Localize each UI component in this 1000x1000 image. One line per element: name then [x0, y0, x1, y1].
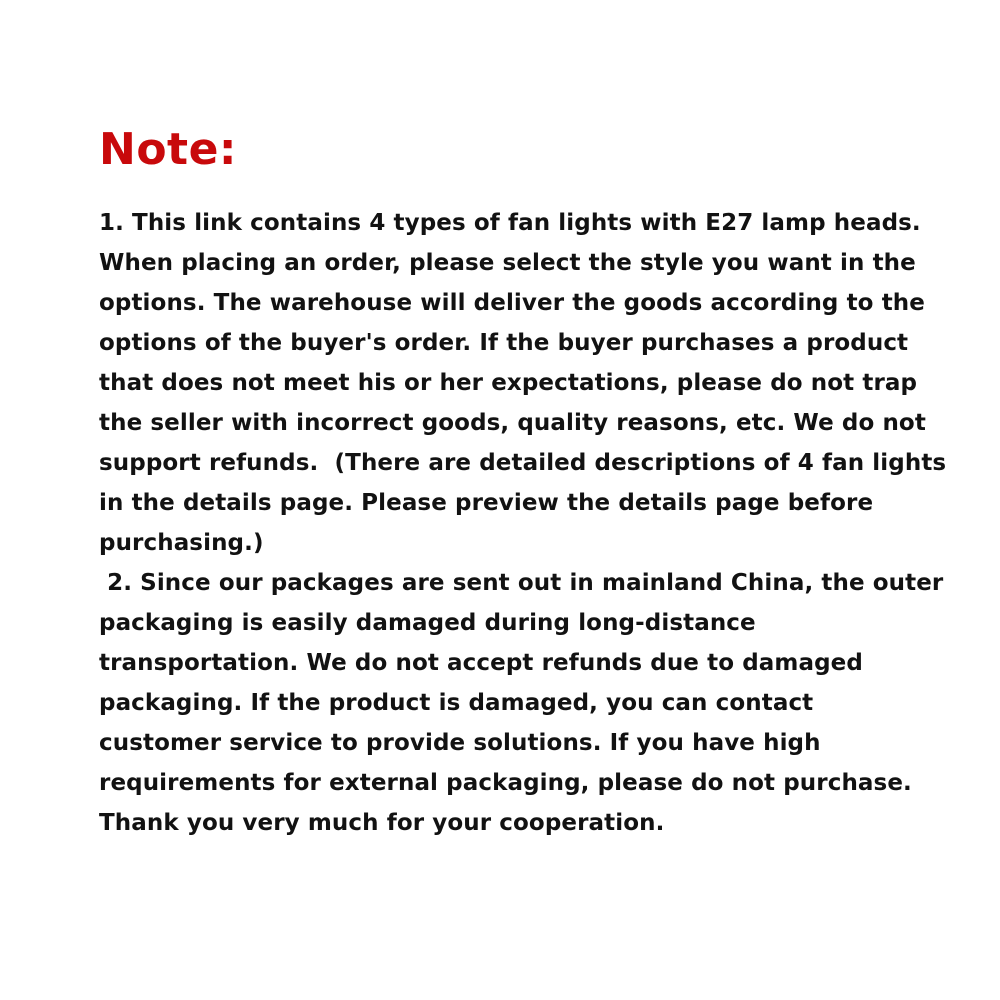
note-line-10: 2. Since our packages are sent out in mainland China, the outer	[99, 570, 944, 596]
note-line-16: Thank you very much for your cooperation.	[99, 810, 665, 836]
note-line-2: When placing an order, please select the style you want in the	[99, 250, 916, 276]
note-line-7: support refunds. (There are detailed descriptions of 4 fan lights	[99, 450, 947, 476]
note-line-3: options. The warehouse will deliver the goods according to the	[99, 290, 925, 316]
note-line-14: customer service to provide solutions. If you have high	[99, 730, 821, 756]
note-line-9: purchasing.)	[99, 530, 264, 556]
note-line-12: transportation. We do not accept refunds due to damaged	[99, 650, 863, 676]
note-line-13: packaging. If the product is damaged, you can contact	[99, 690, 814, 716]
note-line-15: requirements for external packaging, please do not purchase.	[99, 770, 912, 796]
note-line-5: that does not meet his or her expectations, please do not trap	[99, 370, 918, 396]
note-line-6: the seller with incorrect goods, quality reasons, etc. We do not	[99, 410, 926, 436]
note-line-1: 1. This link contains 4 types of fan lights with E27 lamp heads.	[99, 210, 921, 236]
note-title: Note:	[99, 124, 238, 175]
note-body	[99, 203, 947, 843]
note-line-4: options of the buyer's order. If the buyer purchases a product	[99, 330, 909, 356]
note-line-8: in the details page. Please preview the details page before	[99, 490, 874, 516]
note-line-11: packaging is easily damaged during long-distance	[99, 610, 756, 636]
